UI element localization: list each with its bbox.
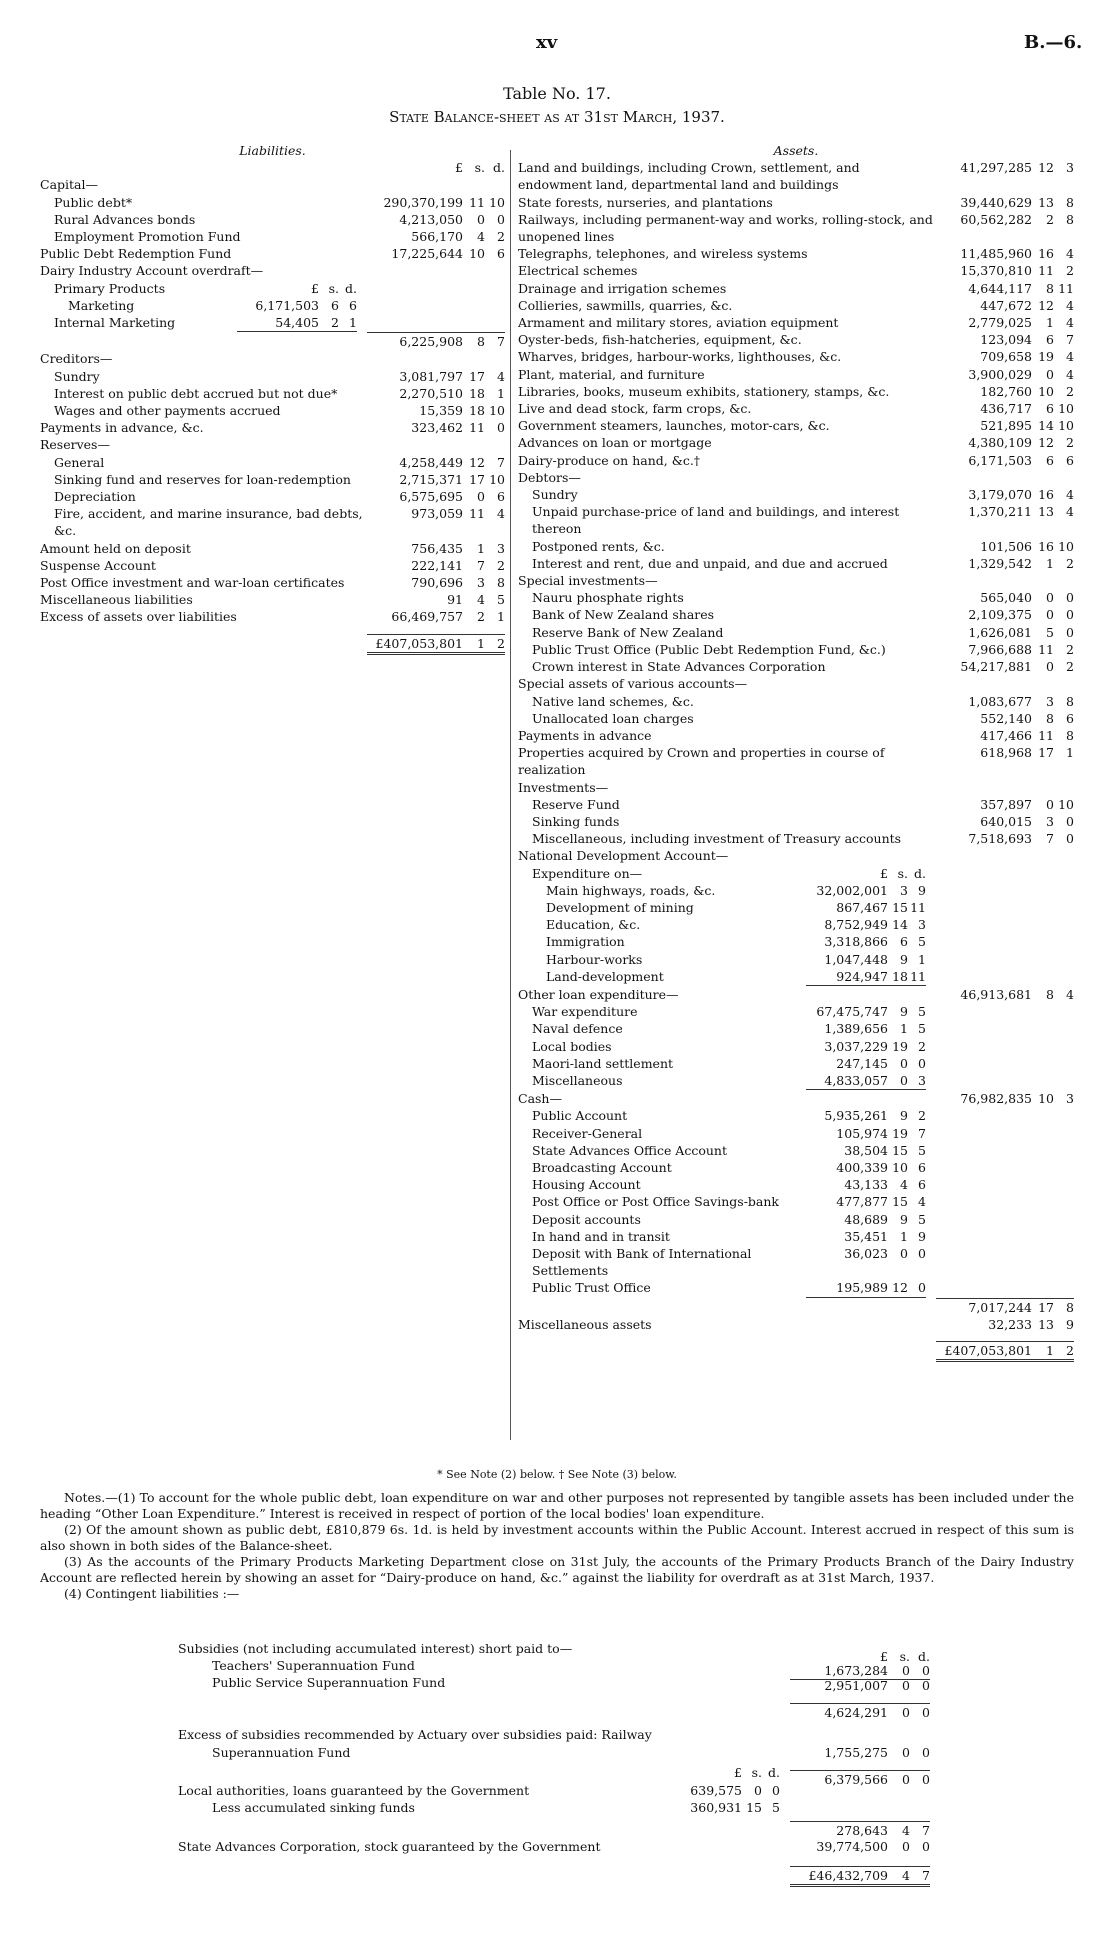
assets-row-amount: 2,109,375 0 0 [968, 607, 1074, 623]
assets-row-label: Deposit with Bank of International Settlements [532, 1246, 752, 1279]
contingent-grand-total: £46,432,709 4 7 [790, 1866, 930, 1887]
liabilities-row [40, 488, 505, 505]
assets-row-label: Immigration [546, 934, 625, 950]
assets-row-label: Education, &c. [546, 917, 641, 933]
assets-row-inner-amount: 3,318,866 6 5 [824, 934, 926, 950]
assets-row [518, 245, 1074, 262]
liabilities-row-label: Fire, accident, and marine insurance, bad debts, &c. [54, 506, 363, 539]
assets-row [518, 331, 1074, 348]
assets-row-label: Broadcasting Account [532, 1159, 672, 1175]
liabilities-row-label: Sinking fund and reserves for loan-redemption [54, 471, 351, 487]
liabilities-row-amount: 4,258,449 12 7 [399, 454, 505, 470]
assets-row [518, 434, 1074, 451]
assets-row [518, 1125, 1074, 1142]
assets-row-label: Public Account [532, 1108, 628, 1124]
assets-row-label: Reserve Fund [532, 796, 620, 812]
assets-row-label: Properties acquired by Crown and properties in course of realization [518, 745, 885, 778]
assets-row-amount: 447,672 12 4 [980, 297, 1074, 313]
liabilities-row-amount: 290,370,199 11 10 [383, 194, 505, 210]
liabilities-row-amount: 2,715,371 17 10 [399, 471, 505, 487]
liabilities-row-inner-amount: 54,405 2 1 [237, 314, 357, 332]
assets-row-label: Nauru phosphate rights [532, 590, 684, 606]
liabilities-row-inner-amount: 6,171,503 6 6 [255, 297, 357, 313]
liabilities-row [40, 245, 505, 262]
assets-row [518, 1193, 1074, 1210]
liabilities-column [40, 142, 505, 655]
assets-row-label: Drainage and irrigation schemes [518, 280, 727, 296]
assets-row-inner-amount: 400,339 10 6 [836, 1159, 926, 1175]
liabilities-row-label: Post Office investment and war-loan certificates [40, 575, 345, 591]
assets-row [518, 1020, 1074, 1037]
assets-row-amount: 4,644,117 8 11 [968, 280, 1074, 296]
liabilities-row-label: Reserves— [40, 437, 110, 453]
note-2: (2) Of the amount shown as public debt, £810,879 6s. 1d. is held by investment accounts within the Public Account. Interest accrued in respect of this sum is also shown in both sides of the Balance-sheet. [40, 1522, 1074, 1553]
assets-row [518, 916, 1074, 933]
assets-row [518, 882, 1074, 899]
assets-row [518, 1159, 1074, 1176]
assets-row-amount: 436,717 6 10 [980, 401, 1074, 417]
assets-row-label: Expenditure on— [532, 865, 643, 881]
assets-row-inner-amount: 924,947 18 11 [806, 968, 926, 986]
assets-row-amount: 54,217,881 0 2 [960, 659, 1074, 675]
liabilities-row [40, 297, 505, 314]
liabilities-row [40, 505, 505, 539]
assets-header: Assets. [773, 143, 819, 158]
assets-row-label: Housing Account [532, 1177, 641, 1193]
assets-column [518, 142, 1074, 1362]
assets-row-label: Government steamers, launches, motor-cars, &c. [518, 418, 830, 434]
assets-row-label: Miscellaneous, including investment of Treasury accounts [532, 831, 902, 847]
assets-row-label: Libraries, books, museum exhibits, stationery, stamps, &c. [518, 383, 890, 399]
liabilities-row-amount: 566,170 4 2 [411, 229, 505, 245]
assets-row [518, 1211, 1074, 1228]
assets-row [518, 1142, 1074, 1159]
assets-row [518, 538, 1074, 555]
assets-row [518, 1107, 1074, 1124]
liabilities-total: £407,053,801 1 2 [40, 634, 505, 655]
liabilities-row-amount: 790,696 3 8 [411, 575, 505, 591]
liabilities-row-label: Employment Promotion Fund [54, 229, 241, 245]
liabilities-row-label: Miscellaneous liabilities [40, 592, 193, 608]
liabilities-row-label: Excess of assets over liabilities [40, 609, 237, 625]
assets-row-amount: 60,562,282 2 8 [960, 211, 1074, 227]
liabilities-row-amount: 4,213,050 0 0 [399, 211, 505, 227]
assets-row-label: Armament and military stores, aviation equipment [518, 315, 839, 331]
liabilities-row-label: Payments in advance, &c. [40, 420, 204, 436]
liabilities-row-amount: 91 4 5 [447, 592, 505, 608]
liabilities-row-label: Creditors— [40, 351, 113, 367]
assets-row-amount: 3,900,029 0 4 [968, 366, 1074, 382]
assets-row-amount: 1,626,081 5 0 [968, 624, 1074, 640]
assets-row-label: Harbour-works [546, 951, 643, 967]
assets-row [518, 194, 1074, 211]
liabilities-row [40, 471, 505, 488]
assets-row [518, 658, 1074, 675]
assets-row-inner-amount: £ s. d. [880, 865, 926, 881]
liabilities-row [40, 314, 505, 332]
assets-row-amount: 709,658 19 4 [980, 349, 1074, 365]
assets-row [518, 744, 1074, 778]
liabilities-row-label: Dairy Industry Account overdraft— [40, 263, 264, 279]
liabilities-row [40, 350, 505, 367]
liabilities-row [40, 385, 505, 402]
assets-row-label: Post Office or Post Office Savings-bank [532, 1194, 779, 1210]
assets-row-label: Special assets of various accounts— [518, 676, 748, 692]
liabilities-row-label: Public Debt Redemption Fund [40, 246, 232, 262]
assets-row-label: Native land schemes, &c. [532, 693, 694, 709]
assets-row-amount: 7,518,693 7 0 [968, 831, 1074, 847]
liabilities-row [40, 228, 505, 245]
assets-row-amount: 11,485,960 16 4 [960, 246, 1074, 262]
assets-row-label: Public Trust Office (Public Debt Redemption Fund, &c.) [532, 641, 886, 657]
assets-row-label: Reserve Bank of New Zealand [532, 624, 724, 640]
assets-row-label: Main highways, roads, &c. [546, 882, 716, 898]
assets-row-label: State forests, nurseries, and plantations [518, 194, 773, 210]
assets-row [518, 452, 1074, 469]
liabilities-row-amount [367, 436, 505, 453]
assets-row-amount: 1,329,542 1 2 [968, 555, 1074, 571]
assets-row-inner-amount: 105,974 19 7 [836, 1125, 926, 1141]
assets-row-amount: 7,017,244 17 8 [936, 1298, 1074, 1316]
assets-row [518, 297, 1074, 314]
assets-row-label: Sundry [532, 487, 578, 503]
assets-row [518, 159, 1074, 193]
assets-row [518, 796, 1074, 813]
liabilities-row-amount: 323,462 11 0 [411, 420, 505, 436]
assets-row-amount [936, 779, 1074, 796]
assets-row-label: Postponed rents, &c. [532, 538, 665, 554]
liabilities-row [40, 436, 505, 453]
note-3: (3) As the accounts of the Primary Products Marketing Department close on 31st July, the accounts of the Primary Products Branch of the Dairy Industry Account are reflected herein by showing an asset for “Dairy-produce on hand, &c.” against the liability for overdraft as at 31st March, 1937. [40, 1554, 1074, 1585]
liabilities-row [40, 368, 505, 385]
liabilities-row-label: Depreciation [54, 489, 136, 505]
liabilities-row-amount [367, 350, 505, 367]
liabilities-row-amount: 66,469,757 2 1 [391, 609, 505, 625]
assets-row [518, 727, 1074, 744]
assets-row-label: Miscellaneous assets [518, 1316, 652, 1332]
assets-row-label: Live and dead stock, farm crops, &c. [518, 401, 752, 417]
assets-row [518, 555, 1074, 572]
assets-row-label: War expenditure [532, 1004, 638, 1020]
assets-row [518, 813, 1074, 830]
assets-row-inner-amount: 247,145 0 0 [836, 1055, 926, 1071]
assets-row-label: Oyster-beds, fish-hatcheries, equipment, &c. [518, 332, 802, 348]
liabilities-row-label: Rural Advances bonds [54, 211, 196, 227]
table-title: State Balance-sheet as at 31st March, 1937. [389, 108, 725, 126]
assets-row-label: Development of mining [546, 899, 694, 915]
assets-row-inner-amount: 48,689 9 5 [844, 1211, 926, 1227]
assets-row-amount: 101,506 16 10 [980, 538, 1074, 554]
assets-row [518, 400, 1074, 417]
liabilities-row [40, 608, 505, 625]
liabilities-row [40, 454, 505, 471]
assets-row [518, 417, 1074, 434]
assets-row [518, 1038, 1074, 1055]
assets-row-label: In hand and in transit [532, 1228, 670, 1244]
column-divider [510, 150, 511, 1440]
liabilities-row-label: Marketing [68, 297, 135, 313]
assets-row-label: Special investments— [518, 573, 658, 589]
assets-row [518, 469, 1074, 486]
assets-row [518, 693, 1074, 710]
liabilities-header: Liabilities. [239, 143, 306, 158]
assets-row-label: Payments in advance [518, 727, 652, 743]
assets-row [518, 847, 1074, 864]
assets-row-amount: 521,895 14 10 [980, 418, 1074, 434]
assets-row [518, 865, 1074, 882]
liabilities-row [40, 540, 505, 557]
assets-row-label: Advances on loan or mortgage [518, 435, 712, 451]
assets-row [518, 572, 1074, 589]
assets-row-label: Receiver-General [532, 1125, 643, 1141]
assets-row-label: Sinking funds [532, 813, 620, 829]
assets-row-amount: 182,760 10 2 [980, 383, 1074, 399]
assets-total: £407,053,801 1 2 [518, 1341, 1074, 1362]
table-number: Table No. 17. [503, 84, 611, 103]
assets-row-label: National Development Account— [518, 848, 729, 864]
assets-row-label: Bank of New Zealand shares [532, 607, 715, 623]
assets-row [518, 1245, 1074, 1279]
assets-row-label: Wharves, bridges, harbour-works, lighthouses, &c. [518, 349, 842, 365]
liabilities-row-amount: 6,225,908 8 7 [367, 332, 505, 350]
liabilities-row-label: Primary Products [54, 280, 166, 296]
assets-row [518, 486, 1074, 503]
assets-row-inner-amount: 4,833,057 0 3 [806, 1072, 926, 1090]
liabilities-row-label: Capital— [40, 177, 98, 193]
assets-row-amount: 76,982,835 10 3 [960, 1091, 1074, 1107]
note-1: Notes.—(1) To account for the whole public debt, loan expenditure on war and other purposes not represented by tangible assets has been included under the heading “Other Loan Expenditure.” Interest is received in respect of portion of the local bodies' loan expenditure. [40, 1490, 1074, 1521]
assets-row [518, 348, 1074, 365]
assets-row-inner-amount: 36,023 0 0 [844, 1246, 926, 1261]
liabilities-row [40, 574, 505, 591]
liabilities-row [40, 591, 505, 608]
liabilities-col-heads: £ s. d. [455, 160, 505, 176]
liabilities-row-amount: 15,359 18 10 [419, 403, 505, 419]
assets-row [518, 830, 1074, 847]
liabilities-row-inner-amount: £ s. d. [311, 280, 357, 296]
assets-row-label [518, 1298, 936, 1316]
assets-row-amount: 565,040 0 0 [980, 590, 1074, 606]
assets-row-inner-amount: 8,752,949 14 3 [824, 917, 926, 933]
liabilities-row-amount: 973,059 11 4 [411, 506, 505, 522]
assets-row-label: Telegraphs, telephones, and wireless systems [518, 246, 808, 262]
assets-row-inner-amount: 43,133 4 6 [844, 1177, 926, 1193]
liabilities-row-amount: 222,141 7 2 [411, 557, 505, 573]
liabilities-row [40, 211, 505, 228]
assets-row-label: Interest and rent, due and unpaid, and due and accrued [532, 555, 888, 571]
assets-row-amount [936, 469, 1074, 486]
assets-row-inner-amount: 477,877 15 4 [836, 1194, 926, 1210]
assets-row-amount: 6,171,503 6 6 [968, 452, 1074, 468]
assets-row-amount: 3,179,070 16 4 [968, 487, 1074, 503]
assets-row-amount: 7,966,688 11 2 [968, 641, 1074, 657]
assets-row [518, 951, 1074, 968]
assets-row-label: Naval defence [532, 1021, 623, 1037]
liabilities-row-label: Internal Marketing [54, 315, 176, 331]
assets-row [518, 503, 1074, 537]
assets-row-amount: 1,083,677 3 8 [968, 693, 1074, 709]
assets-row-label: Local bodies [532, 1038, 612, 1054]
assets-row-label: Debtors— [518, 469, 581, 485]
assets-row-label: Crown interest in State Advances Corporation [532, 659, 826, 675]
assets-row [518, 675, 1074, 692]
liabilities-row-amount: 6,575,695 0 6 [399, 489, 505, 505]
assets-row [518, 211, 1074, 245]
liabilities-row-label: Suspense Account [40, 557, 156, 573]
assets-row-amount [936, 572, 1074, 589]
assets-row-amount: 1,370,211 13 4 [968, 504, 1074, 520]
assets-row [518, 589, 1074, 606]
assets-row-label: Deposit accounts [532, 1211, 641, 1227]
assets-row-amount: 618,968 17 1 [980, 745, 1074, 761]
assets-row-amount: 46,913,681 8 4 [960, 986, 1074, 1002]
assets-row-inner-amount: 32,002,001 3 9 [816, 882, 926, 898]
assets-row [518, 1228, 1074, 1245]
assets-row-inner-amount: 5,935,261 9 2 [824, 1108, 926, 1124]
liabilities-row-label: Amount held on deposit [40, 540, 191, 556]
liabilities-row-amount [367, 262, 505, 279]
assets-row [518, 710, 1074, 727]
footnote: * See Note (2) below. † See Note (3) below. [437, 1468, 677, 1481]
assets-row [518, 1003, 1074, 1020]
notes [40, 1490, 1074, 1602]
assets-row-amount: 41,297,285 12 3 [960, 160, 1074, 176]
assets-row [518, 986, 1074, 1003]
liabilities-row [40, 332, 505, 350]
assets-row-inner-amount: 35,451 1 9 [844, 1228, 926, 1244]
assets-row-label: Public Trust Office [532, 1280, 651, 1296]
assets-row-amount: 123,094 6 7 [980, 332, 1074, 348]
assets-row [518, 641, 1074, 658]
assets-row-amount: 39,440,629 13 8 [960, 194, 1074, 210]
assets-row-label: Electrical schemes [518, 263, 638, 279]
assets-row-label: Railways, including permanent-way and works, rolling-stock, and unopened lines [518, 211, 933, 245]
assets-row-amount: 552,140 8 6 [980, 710, 1074, 726]
assets-row-label: Miscellaneous [532, 1072, 623, 1088]
assets-row-amount: 357,897 0 10 [980, 796, 1074, 812]
note-4: (4) Contingent liabilities :— [64, 1586, 240, 1601]
assets-row-amount: 417,466 11 8 [980, 727, 1074, 743]
liabilities-row [40, 176, 505, 193]
assets-row [518, 280, 1074, 297]
liabilities-row [40, 557, 505, 574]
assets-row-inner-amount: 67,475,747 9 5 [816, 1004, 926, 1020]
assets-row [518, 899, 1074, 916]
assets-row-inner-amount: 1,389,656 1 5 [824, 1021, 926, 1037]
assets-row [518, 606, 1074, 623]
assets-row [518, 366, 1074, 383]
assets-row [518, 779, 1074, 796]
liabilities-row-label: Wages and other payments accrued [54, 403, 281, 419]
liabilities-row [40, 194, 505, 211]
assets-row-label: Land-development [546, 968, 664, 984]
assets-row-label: Other loan expenditure— [518, 986, 679, 1002]
assets-row-amount [936, 675, 1074, 692]
assets-row-inner-amount: 195,989 12 0 [806, 1279, 926, 1297]
assets-row-label: Unpaid purchase-price of land and buildings, and interest thereon [532, 504, 900, 537]
liabilities-row-label: Public debt* [54, 194, 133, 210]
assets-row-amount: 640,015 3 0 [980, 813, 1074, 829]
liabilities-row-amount [367, 176, 505, 193]
assets-row [518, 624, 1074, 641]
assets-row [518, 262, 1074, 279]
liabilities-row [40, 280, 505, 297]
assets-row-label: State Advances Office Account [532, 1142, 727, 1158]
liabilities-row-amount: 3,081,797 17 4 [399, 368, 505, 384]
liabilities-row-amount: 2,270,510 18 1 [399, 385, 505, 401]
liabilities-row [40, 402, 505, 419]
assets-row [518, 1072, 1074, 1090]
assets-row [518, 1090, 1074, 1107]
page-number: xv [536, 32, 558, 53]
assets-row-inner-amount: 867,467 15 11 [836, 899, 926, 915]
assets-row [518, 1316, 1074, 1333]
assets-row-label: Land and buildings, including Crown, settlement, and endowment land, departmental land and buildings [518, 160, 860, 193]
liabilities-row-label: Interest on public debt accrued but not due* [54, 385, 338, 401]
assets-row [518, 1279, 1074, 1297]
assets-row-label: Plant, material, and furniture [518, 366, 705, 382]
page-ref: B.—6. [1024, 32, 1083, 53]
assets-row-amount [936, 847, 1074, 864]
assets-row [518, 1055, 1074, 1072]
assets-row [518, 1176, 1074, 1193]
liabilities-row-label [40, 332, 367, 350]
assets-row-amount: 2,779,025 1 4 [968, 315, 1074, 331]
assets-row-amount: 32,233 13 9 [988, 1316, 1074, 1332]
assets-row [518, 1298, 1074, 1316]
assets-row-label: Collieries, sawmills, quarries, &c. [518, 297, 733, 313]
liabilities-row-amount: 756,435 1 3 [411, 540, 505, 556]
assets-row [518, 968, 1074, 986]
assets-row-amount: 4,380,109 12 2 [968, 435, 1074, 451]
liabilities-row-amount: 17,225,644 10 6 [391, 246, 505, 262]
assets-row-label: Investments— [518, 779, 609, 795]
assets-row-inner-amount: 1,047,448 9 1 [824, 951, 926, 967]
assets-row [518, 933, 1074, 950]
liabilities-row [40, 419, 505, 436]
assets-row [518, 383, 1074, 400]
assets-row-label: Cash— [518, 1091, 562, 1107]
liabilities-row [40, 262, 505, 279]
liabilities-row-label: General [54, 454, 105, 470]
assets-row-inner-amount: 38,504 15 5 [844, 1142, 926, 1158]
liabilities-row-label: Sundry [54, 368, 100, 384]
assets-row [518, 314, 1074, 331]
assets-row-label: Maori-land settlement [532, 1055, 674, 1071]
assets-row-inner-amount: 3,037,229 19 2 [824, 1038, 926, 1054]
assets-row-amount: 15,370,810 11 2 [960, 263, 1074, 279]
assets-row-label: Dairy-produce on hand, &c.† [518, 452, 701, 468]
assets-row-label: Unallocated loan charges [532, 710, 694, 726]
